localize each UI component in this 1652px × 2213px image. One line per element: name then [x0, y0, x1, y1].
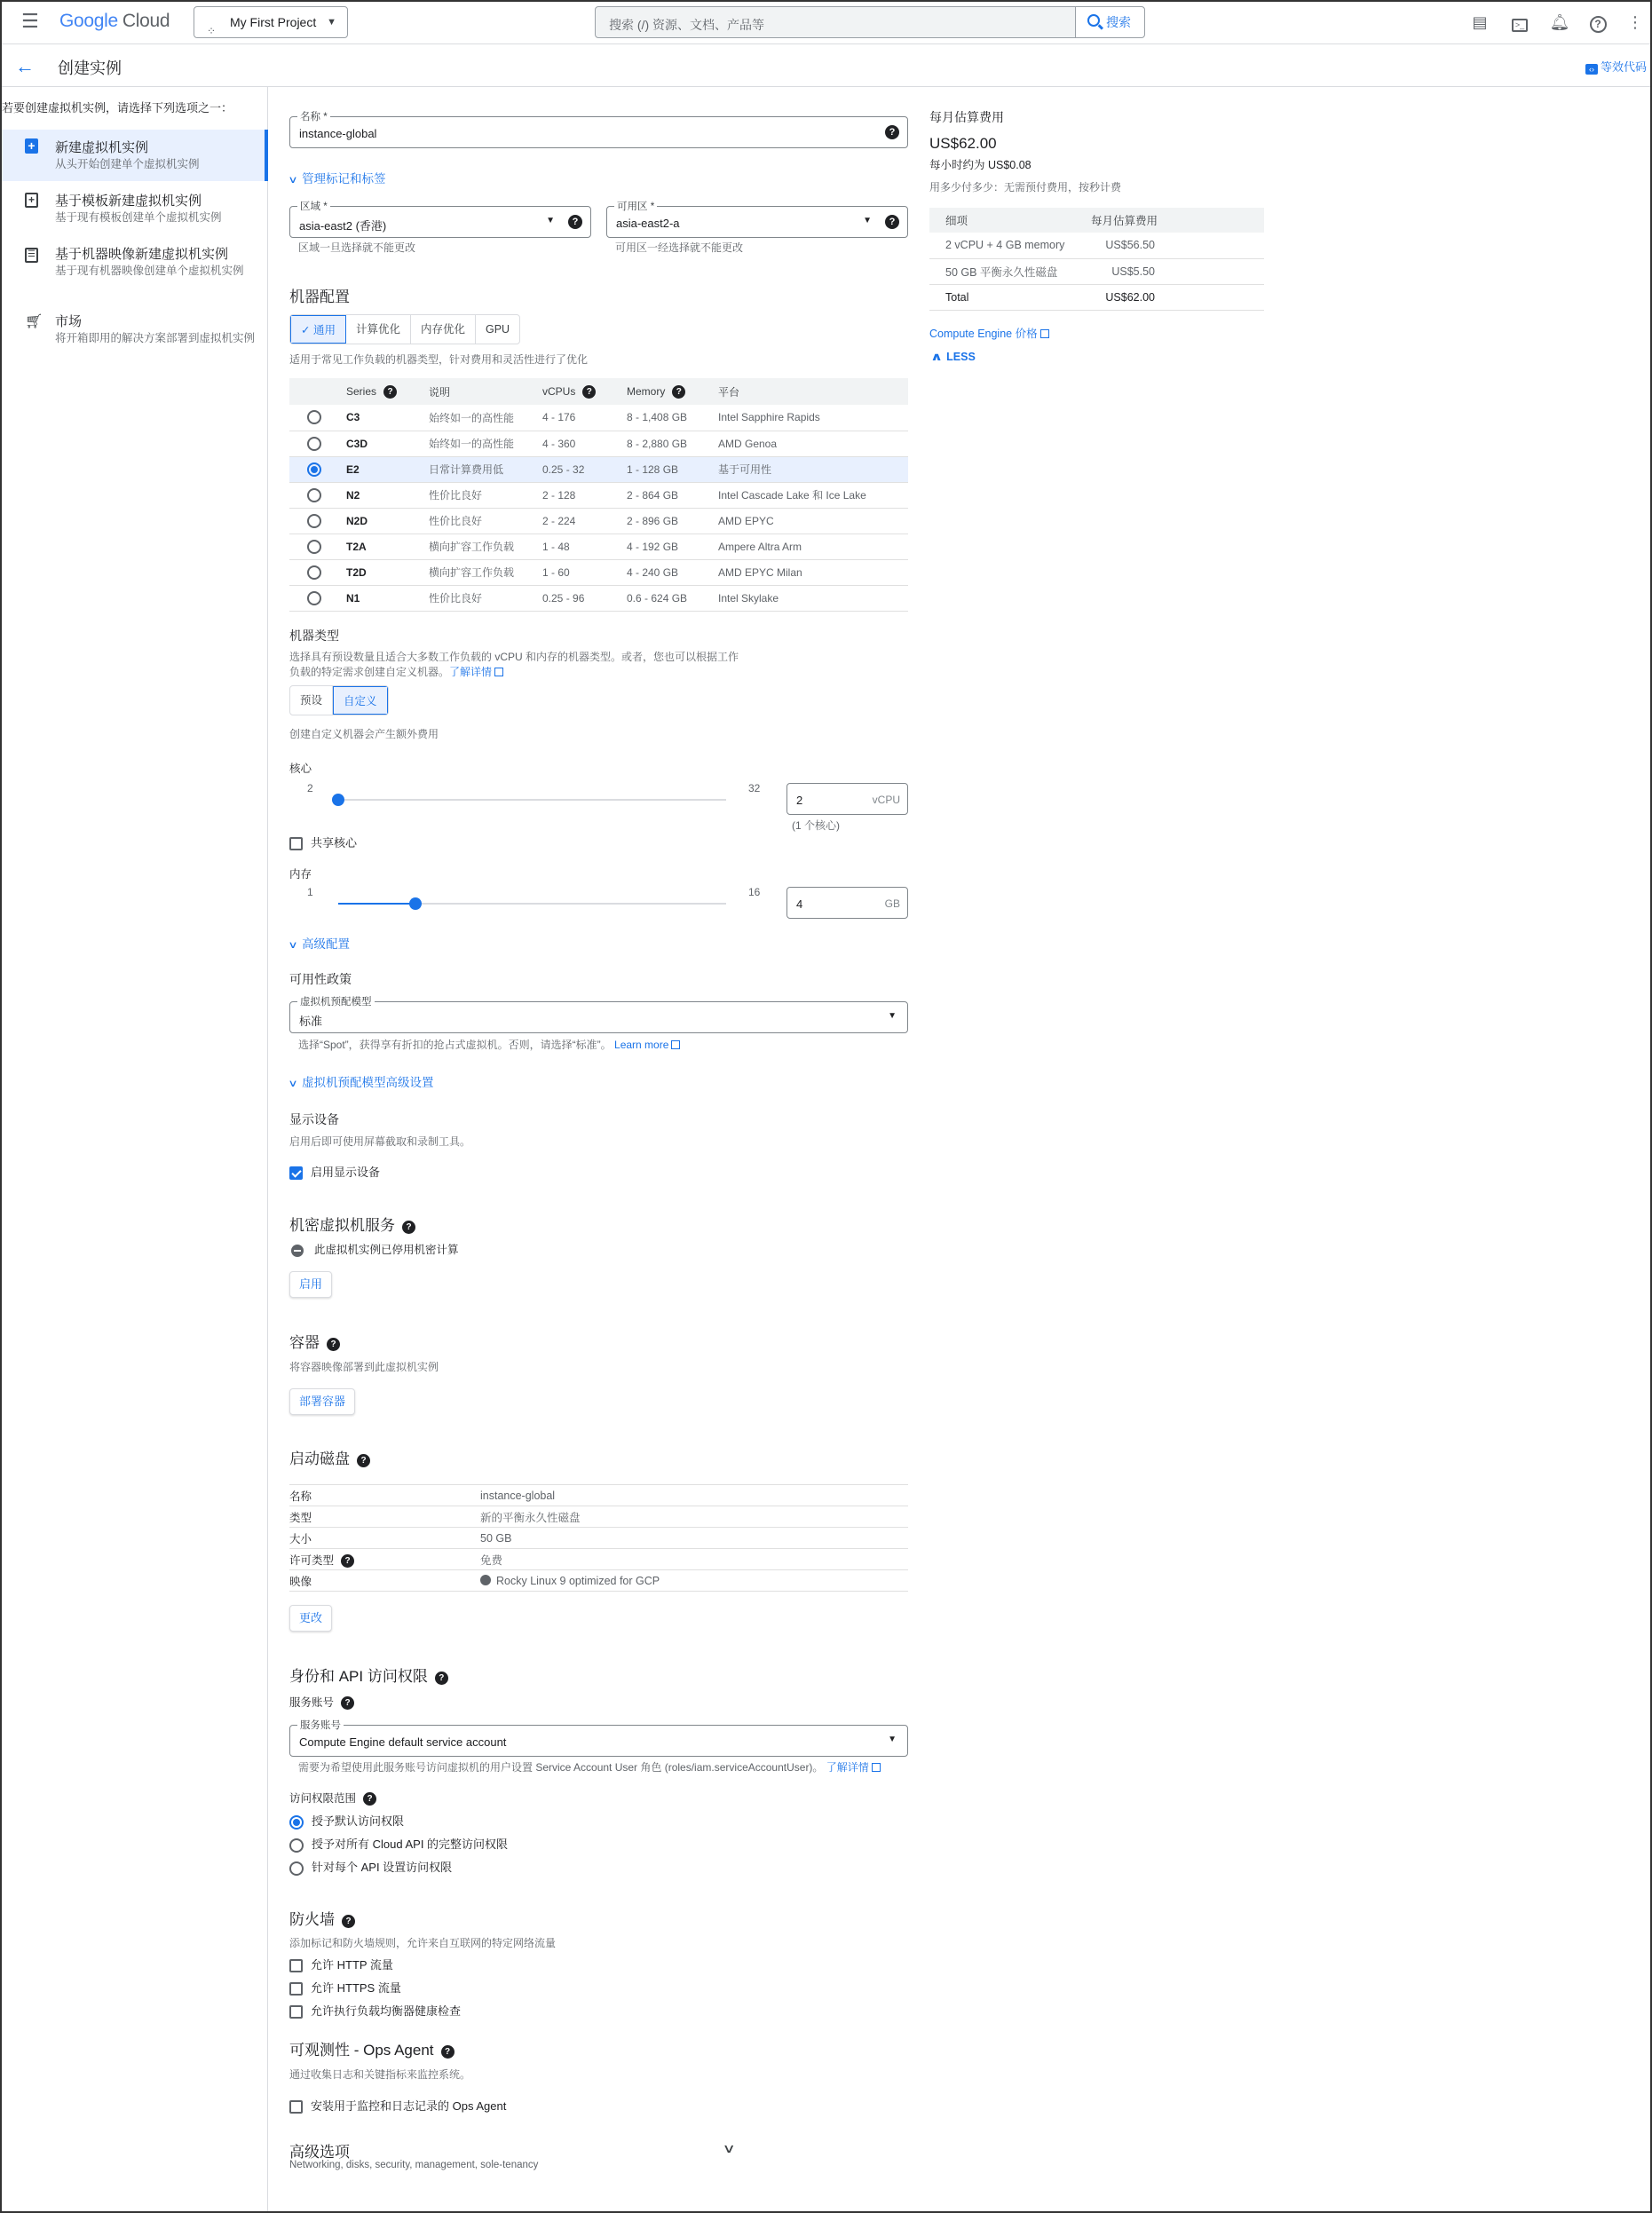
cores-unit: vCPU	[872, 794, 900, 806]
help-icon[interactable]: ?	[885, 125, 899, 139]
access-scope-per-api[interactable]: 针对每个 API 设置访问权限	[289, 1858, 452, 1876]
brand-google: Google	[59, 11, 118, 31]
ops-agent-hint: 通过收集日志和关键指标来监控系统。	[289, 2068, 471, 2081]
cost-title: 每月估算费用	[929, 110, 1004, 124]
confidential-title: 机密虚拟机服务 ?	[289, 1213, 415, 1235]
learn-more-link[interactable]: Learn more	[614, 1039, 669, 1051]
series-radio[interactable]	[307, 514, 321, 528]
project-picker[interactable]	[194, 6, 348, 38]
add-box-icon: +	[25, 138, 41, 154]
region-hint: 区域一旦选择就不能更改	[298, 241, 416, 254]
table-row: 名称 instance-global	[289, 1485, 908, 1506]
help-icon[interactable]: ?	[672, 385, 685, 399]
cart-icon: 🛒︎	[25, 314, 43, 329]
external-link-icon	[494, 668, 503, 676]
display-device-checkbox-row[interactable]	[289, 1163, 380, 1180]
name-label: 名称 *	[297, 109, 330, 123]
memory-value: 4	[796, 897, 803, 911]
cores-label: 核心	[289, 763, 312, 775]
nav-item-from-template[interactable]	[0, 183, 268, 234]
boot-disk-title: 启动磁盘 ?	[289, 1446, 370, 1468]
display-title: 显示设备	[289, 1112, 339, 1126]
tab-memory-optimized[interactable]: 内存优化	[411, 315, 476, 344]
shared-core-label: 共享核心	[311, 836, 358, 850]
shared-core-checkbox[interactable]	[289, 837, 303, 850]
service-account-section: 服务账号 ?	[289, 1694, 354, 1710]
series-radio[interactable]	[307, 565, 321, 580]
enable-confidential-button[interactable]: 启用	[289, 1271, 332, 1298]
custom-cost-hint: 创建自定义机器会产生额外费用	[289, 728, 439, 740]
memory-label: 内存	[289, 868, 312, 881]
zone-select[interactable]	[606, 202, 908, 238]
billing-note: 用多少付多少：无需预付费用，按秒计费	[929, 181, 1122, 194]
firewall-title: 防火墙 ?	[289, 1907, 355, 1929]
table-row[interactable]: T2A 横向扩容工作负载 1 - 48 4 - 192 GB Ampere Altra Arm	[289, 533, 908, 559]
manage-tags-expander[interactable]	[289, 169, 386, 186]
advanced-options-sub: Networking, disks, security, management, sole-tenancy	[289, 2160, 539, 2170]
cores-max: 32	[748, 782, 761, 794]
chevron-up-icon: ∧	[929, 351, 944, 363]
advanced-config-expander[interactable]	[289, 934, 350, 952]
tab-general-purpose[interactable]: ✓ 通用	[290, 315, 346, 344]
cost-breakdown-table	[929, 208, 1264, 311]
allow-https-checkbox-row[interactable]: 允许 HTTPS 流量	[289, 1979, 401, 1996]
access-scope-radio[interactable]	[289, 1861, 304, 1876]
equivalent-code-label: 等效代码	[1600, 60, 1647, 74]
more-vert-icon[interactable]: ⋮	[1627, 13, 1643, 31]
boot-disk-table	[289, 1484, 908, 1592]
help-icon[interactable]: ?	[341, 1554, 354, 1568]
series-radio[interactable]	[307, 462, 321, 477]
table-row[interactable]: C3 始终如一的高性能 4 - 176 8 - 1,408 GB Intel Sapphire Rapids	[289, 405, 908, 431]
external-link-icon	[872, 1763, 881, 1772]
access-scope-full[interactable]: 授予对所有 Cloud API 的完整访问权限	[289, 1835, 508, 1853]
service-account-value: Compute Engine default service account	[299, 1735, 507, 1749]
machine-config-title: 机器配置	[289, 288, 350, 305]
table-row[interactable]: N2D 性价比良好 2 - 224 2 - 896 GB AMD EPYC	[289, 508, 908, 533]
dropdown-arrow-icon: ▼	[546, 216, 555, 225]
col-item: 细项	[929, 208, 1091, 233]
external-link-icon	[671, 1040, 680, 1049]
machine-tab-hint: 适用于常见工作负载的机器类型，针对费用和灵活性进行了优化	[289, 353, 589, 366]
page-header	[0, 44, 1652, 87]
region-select[interactable]	[289, 202, 591, 238]
memory-slider[interactable]	[338, 903, 726, 905]
table-row: Total US$62.00	[929, 284, 1264, 310]
search-bar[interactable]	[595, 6, 1145, 38]
help-icon[interactable]: ?	[383, 385, 397, 399]
page-title: 创建实例	[58, 59, 122, 77]
search-icon	[1087, 14, 1100, 27]
cost-total: US$62.00	[929, 135, 997, 152]
name-input[interactable]: instance-global	[299, 127, 377, 140]
machine-family-tabs	[289, 314, 520, 344]
provisioning-label: 虚拟机预配模型	[297, 994, 375, 1008]
table-row: 50 GB 平衡永久性磁盘 US$5.50	[929, 258, 1264, 284]
nav-item-subtitle: 基于现有模板创建单个虚拟机实例	[55, 211, 222, 224]
region-value: asia-east2 (香港)	[299, 219, 387, 233]
back-arrow-icon[interactable]: ←	[15, 55, 35, 77]
dropdown-arrow-icon: ▼	[888, 1735, 897, 1744]
machine-type-desc: 选择具有预设数量且适合大多数工作负载的 vCPU 和内存的机器类型。或者，您也可以根据工作	[289, 651, 739, 663]
external-link-icon	[1040, 329, 1049, 338]
search-button-label: 搜索	[1106, 15, 1131, 29]
manage-tags-label: 管理标记和标签	[302, 172, 386, 186]
chevron-down-icon: ∨	[288, 175, 298, 186]
allow-http-checkbox[interactable]	[289, 1959, 303, 1972]
hamburger-menu-icon[interactable]: ☰	[21, 10, 39, 32]
container-title: 容器 ?	[289, 1330, 340, 1352]
col-series: Series ?	[346, 378, 429, 405]
help-icon[interactable]: ?	[435, 1672, 448, 1685]
col-desc: 说明	[429, 378, 542, 405]
nav-item-title: 基于机器映像新建虚拟机实例	[55, 247, 229, 262]
chevron-down-icon: ∨	[288, 940, 298, 951]
expand-chevron-icon[interactable]: ∨	[722, 2141, 736, 2155]
zone-label: 可用区 *	[614, 199, 657, 213]
advanced-options-title[interactable]: 高级选项	[289, 2144, 350, 2161]
table-row[interactable]: N1 性价比良好 0.25 - 96 0.6 - 624 GB Intel Skylake	[289, 585, 908, 611]
confidential-status: 此虚拟机实例已停用机密计算	[291, 1241, 459, 1257]
nav-item-marketplace[interactable]	[0, 304, 268, 369]
identity-title: 身份和 API 访问权限 ?	[289, 1664, 448, 1686]
col-vcpus: vCPUs ?	[542, 378, 627, 405]
nav-item-title: 市场	[55, 314, 83, 329]
col-platform: 平台	[718, 378, 908, 405]
cores-note: (1 个核心)	[792, 819, 841, 832]
ops-agent-title: 可观测性 - Ops Agent ?	[289, 2037, 454, 2059]
table-row: 大小 50 GB	[289, 1528, 908, 1549]
table-row[interactable]: N2 性价比良好 2 - 128 2 - 864 GB Intel Cascade Lake 和 Ice Lake	[289, 482, 908, 508]
cores-min: 2	[307, 782, 313, 794]
cost-hourly: 每小时约为 US$0.08	[929, 159, 1032, 171]
table-row: 映像 Rocky Linux 9 optimized for GCP	[289, 1570, 908, 1592]
access-scope-default[interactable]: 授予默认访问权限	[289, 1812, 404, 1830]
series-radio[interactable]	[307, 591, 321, 605]
memory-max: 16	[748, 886, 761, 898]
advanced-config-label: 高级配置	[302, 937, 351, 951]
google-cloud-logo[interactable]	[59, 11, 170, 32]
learn-more-link[interactable]: 了解详情	[826, 1761, 869, 1774]
deploy-container-button[interactable]: 部署容器	[289, 1388, 355, 1415]
creation-options-nav	[0, 87, 268, 2213]
dropdown-arrow-icon: ▼	[888, 1011, 897, 1021]
top-app-bar	[0, 0, 1652, 44]
machine-type-title: 机器类型	[289, 628, 339, 643]
tab-gpu[interactable]: GPU	[486, 323, 510, 336]
allow-http-checkbox-row[interactable]: 允许 HTTP 流量	[289, 1956, 393, 1972]
access-scope-radio[interactable]	[289, 1838, 304, 1853]
provisioning-hint: 选择“Spot”，获得享有折扣的抢占式虚拟机。否则，请选择“标准”。 Learn more	[298, 1037, 680, 1052]
cloud-shell-icon[interactable]: >_	[1509, 12, 1530, 33]
learn-more-link[interactable]: 了解详情	[449, 666, 493, 678]
disabled-circle-icon	[291, 1245, 304, 1257]
rocky-linux-logo-icon	[480, 1575, 491, 1585]
bell-icon[interactable]: 🔔︎	[1549, 13, 1570, 31]
equivalent-code-button[interactable]	[1585, 58, 1647, 75]
display-device-label: 启用显示设备	[311, 1166, 381, 1179]
code-icon: ‹›	[1585, 64, 1598, 75]
nav-item-title: 基于模板新建虚拟机实例	[55, 194, 202, 209]
nav-item-new-vm[interactable]	[0, 130, 268, 181]
pricing-link-row[interactable]	[929, 325, 1049, 341]
display-hint: 启用后即可使用屏幕截取和录制工具。	[289, 1135, 471, 1148]
table-row: 类型 新的平衡永久性磁盘	[289, 1506, 908, 1528]
search-button[interactable]	[1075, 7, 1144, 37]
help-icon[interactable]: ?	[568, 215, 582, 229]
provisioning-value: 标准	[299, 1015, 323, 1028]
help-icon[interactable]: ?	[363, 1792, 376, 1806]
install-ops-agent-checkbox[interactable]	[289, 2100, 303, 2114]
allow-lb-health-checkbox-row[interactable]: 允许执行负载均衡器健康检查	[289, 2002, 461, 2019]
memory-min: 1	[307, 886, 313, 898]
series-radio[interactable]	[307, 540, 321, 554]
col-memory: Memory ?	[627, 378, 718, 405]
access-scope-title: 访问权限范围 ?	[289, 1790, 376, 1806]
series-table	[289, 378, 908, 612]
help-icon[interactable]: ?	[885, 215, 899, 229]
help-icon[interactable]: ?	[342, 1915, 355, 1928]
zone-value: asia-east2-a	[616, 217, 680, 230]
table-row: 许可类型 ? 免费	[289, 1549, 908, 1570]
table-row[interactable]: C3D 始终如一的高性能 4 - 360 8 - 2,880 GB AMD Genoa	[289, 431, 908, 456]
help-icon[interactable]: ?	[327, 1338, 340, 1351]
name-field[interactable]	[289, 112, 908, 148]
help-icon[interactable]: ?	[1587, 12, 1609, 33]
cores-slider-handle[interactable]	[332, 794, 344, 806]
tab-compute-optimized[interactable]: 计算优化	[346, 315, 411, 344]
zone-hint: 可用区一经选择就不能更改	[615, 241, 744, 254]
search-input[interactable]: 搜索 (/) 资源、文档、产品等	[609, 18, 764, 32]
service-account-label: 服务账号	[297, 1718, 344, 1732]
help-icon[interactable]: ?	[441, 2045, 454, 2059]
machine-type-tabs	[289, 685, 389, 715]
table-row[interactable]: E2 日常计算费用低 0.25 - 32 1 - 128 GB 基于可用性	[289, 456, 908, 482]
table-row[interactable]: T2D 横向扩容工作负载 1 - 60 4 - 240 GB AMD EPYC Milan	[289, 559, 908, 585]
display-device-checkbox[interactable]	[289, 1166, 303, 1180]
firewall-hint: 添加标记和防火墙规则，允许来自互联网的特定网络流量	[289, 1937, 557, 1949]
less-toggle[interactable]: ∧ LESS	[929, 351, 976, 363]
nav-item-from-machine-image[interactable]	[0, 236, 268, 302]
chevron-down-icon: ∨	[288, 1079, 298, 1089]
service-account-hint: 需要为希望使用此服务账号访问虚拟机的用户设置 Service Account User 角色 (roles/iam.serviceAccountUser)。 了解详情	[298, 1759, 881, 1774]
access-scope-radio[interactable]	[289, 1815, 304, 1830]
col-cost: 每月估算费用	[1091, 208, 1264, 233]
series-radio[interactable]	[307, 437, 321, 451]
tab-custom[interactable]: 自定义	[333, 686, 388, 715]
help-icon[interactable]: ?	[402, 1221, 415, 1234]
cores-input[interactable]	[786, 783, 908, 815]
compute-engine-pricing-link[interactable]: Compute Engine 价格	[929, 328, 1038, 340]
allow-https-checkbox[interactable]	[289, 1982, 303, 1996]
nav-item-subtitle: 将开箱即用的解决方案部署到虚拟机实例	[55, 332, 256, 344]
availability-title: 可用性政策	[289, 972, 352, 986]
brand-cloud: Cloud	[122, 11, 170, 31]
nav-intro: 若要创建虚拟机实例，请选择下列选项之一：	[2, 101, 233, 115]
shared-core-checkbox-row[interactable]	[289, 834, 357, 850]
machine-type-desc-2: 负载的特定需求创建自定义机器。了解详情	[289, 664, 503, 679]
nav-item-title: 新建虚拟机实例	[55, 140, 149, 155]
change-boot-disk-button[interactable]: 更改	[289, 1605, 332, 1632]
template-icon: +	[25, 192, 41, 208]
provisioning-advanced-expander[interactable]	[289, 1072, 434, 1090]
notifications-gift-icon[interactable]: ▤	[1472, 13, 1488, 31]
service-account-select[interactable]	[289, 1720, 908, 1757]
allow-lb-health-checkbox[interactable]	[289, 2005, 303, 2019]
help-icon[interactable]: ?	[357, 1454, 370, 1467]
cores-value: 2	[796, 794, 803, 807]
cores-slider[interactable]	[338, 799, 726, 801]
nav-item-subtitle: 基于现有机器映像创建单个虚拟机实例	[55, 265, 244, 277]
series-radio[interactable]	[307, 488, 321, 502]
memory-slider-fill	[338, 903, 415, 905]
provisioning-advanced-label: 虚拟机预配模型高级设置	[302, 1076, 434, 1089]
project-name: My First Project	[230, 15, 317, 29]
series-radio[interactable]	[307, 410, 321, 424]
container-hint: 将容器映像部署到此虚拟机实例	[289, 1361, 439, 1373]
region-label: 区域 *	[297, 199, 330, 213]
help-icon[interactable]: ?	[582, 385, 596, 399]
memory-input[interactable]	[786, 887, 908, 919]
memory-unit: GB	[884, 897, 900, 910]
dropdown-arrow-icon: ▼	[863, 216, 872, 225]
memory-slider-handle[interactable]	[409, 897, 422, 910]
chevron-down-icon: ▼	[327, 17, 336, 28]
nav-item-subtitle: 从头开始创建单个虚拟机实例	[55, 158, 200, 170]
help-icon[interactable]: ?	[341, 1696, 354, 1710]
table-row: 2 vCPU + 4 GB memory US$56.50	[929, 233, 1264, 258]
install-ops-agent-checkbox-row[interactable]: 安装用于监控和日志记录的 Ops Agent	[289, 2097, 506, 2114]
project-hub-icon: ⁘	[207, 25, 217, 37]
tab-preset[interactable]: 预设	[290, 686, 333, 715]
provisioning-model-select[interactable]	[289, 997, 908, 1033]
machine-image-icon: ☰	[25, 245, 41, 261]
